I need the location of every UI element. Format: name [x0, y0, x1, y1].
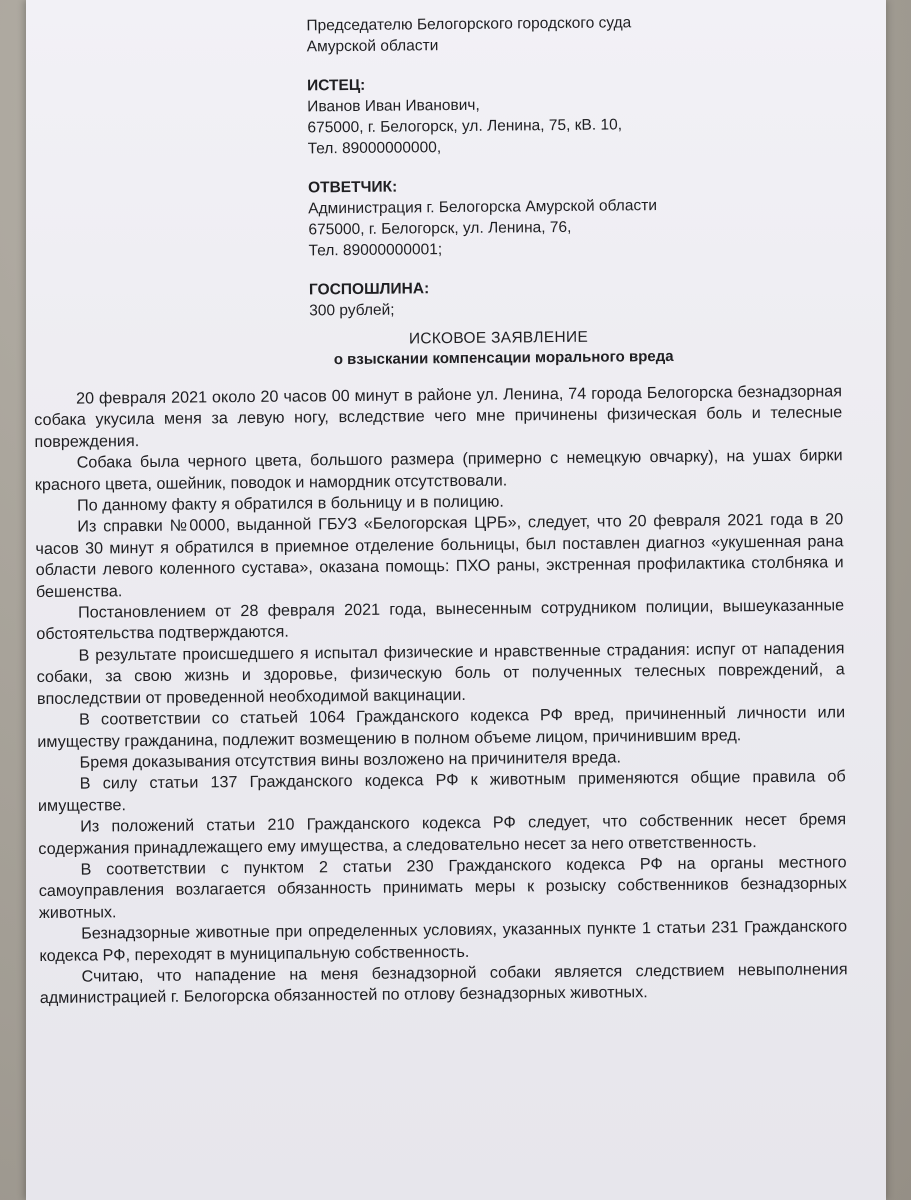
paragraph-6: В результате происшедшего я испытал физические и нравственные страдания: испуг от нападения собаки, за свою жизнь и здоровье, физическую боль от полученных телесных повреждений, а впоследствии от проведенной необходимой вакцинации. — [36, 639, 845, 708]
paragraph-13: Считаю, что нападение на меня безнадзорной собаки является следствием невыполнения администрацией г. Белогорска обязанностей по отлову безнадзорных животных. — [39, 960, 848, 1008]
plaintiff-label: ИСТЕЦ: — [306, 76, 366, 95]
defendant-name: Администрация г. Белогорска Амурской области — [308, 197, 658, 218]
document-subtitle: о взыскании компенсации морального вреда — [333, 347, 674, 369]
fee-amount: 300 рублей; — [309, 301, 395, 320]
document-body — [34, 381, 848, 1010]
paragraph-2: Собака была черного цвета, большого размера (примерно с немецкую овчарку), на ушах бирки красного цвета, ошейник, поводок и намордник отсутствовали. — [34, 446, 843, 494]
plaintiff-phone: Тел. 89000000000, — [307, 139, 442, 158]
paragraph-3: По данному факту я обратился в больницу и в полицию. — [76, 492, 504, 515]
paragraph-8: Бремя доказывания отсутствия вины возложено на причинителя вреда. — [79, 748, 621, 772]
paragraph-10: Из положений статьи 210 Гражданского кодекса РФ следует, что собственник несет бремя содержания принадлежащего ему имущества, а следовательно несет за него ответственность. — [38, 810, 847, 858]
header-block — [306, 10, 849, 321]
paragraph-4: Из справки №0000, выданной ГБУЗ «Белогорская ЦРБ», следует, что 20 февраля 2021 года в 20 часов 30 минут я обратился в приемное отделение больницы, был поставлен диагноз «укушенная рана области левого коленного сустава», оказана помощь: ПХО раны, экстренная профилактика столбняка и бешенства. — [35, 510, 844, 601]
paragraph-12: Безнадзорные животные при определенных условиях, указанных пункте 1 статьи 231 Гражданского кодекса РФ, переходят в муниципальную собственность. — [39, 917, 848, 965]
paragraph-11: В соответствии с пунктом 2 статьи 230 Гражданского кодекса РФ на органы местного самоуправления возлагается обязанность принимать меры к розыску собственников безнадзорных животных. — [38, 853, 847, 922]
fee-label: ГОСПОШЛИНА: — [308, 280, 430, 299]
addressee-line-2: Амурской области — [306, 37, 439, 56]
paragraph-1: 20 февраля 2021 около 20 часов 00 минут в районе ул. Ленина, 74 города Белогорска безнадзорная собака укусила меня за левую ногу, вследствие чего мне причинены физическая боль и телесные повреждения. — [34, 382, 843, 451]
paper-sheet — [26, 0, 886, 1200]
document-title: ИСКОВОЕ ЗАЯВЛЕНИЕ — [408, 328, 589, 348]
document-content — [26, 0, 886, 1200]
paragraph-7: В соответствии со статьей 1064 Гражданского кодекса РФ вред, причиненный личности или имуществу гражданина, подлежит возмещению в полном объеме лицом, причинившим вред. — [37, 703, 846, 751]
plaintiff-name: Иванов Иван Иванович, — [307, 96, 480, 116]
paragraph-5: Постановлением от 28 февраля 2021 года, вынесенным сотрудником полиции, вышеуказанные обстоятельства подтверждаются. — [36, 596, 845, 644]
defendant-label: ОТВЕТЧИК: — [307, 178, 398, 197]
plaintiff-address: 675000, г. Белогорск, ул. Ленина, 75, кВ. 10, — [307, 116, 623, 137]
defendant-phone: Тел. 89000000001; — [308, 241, 443, 260]
defendant-address: 675000, г. Белогорск, ул. Ленина, 76, — [308, 218, 572, 239]
paragraph-9: В силу статьи 137 Гражданского кодекса РФ к животным применяются общие правила об имуществе. — [37, 767, 846, 815]
addressee-line-1: Председателю Белогорского городского суда — [306, 14, 632, 35]
